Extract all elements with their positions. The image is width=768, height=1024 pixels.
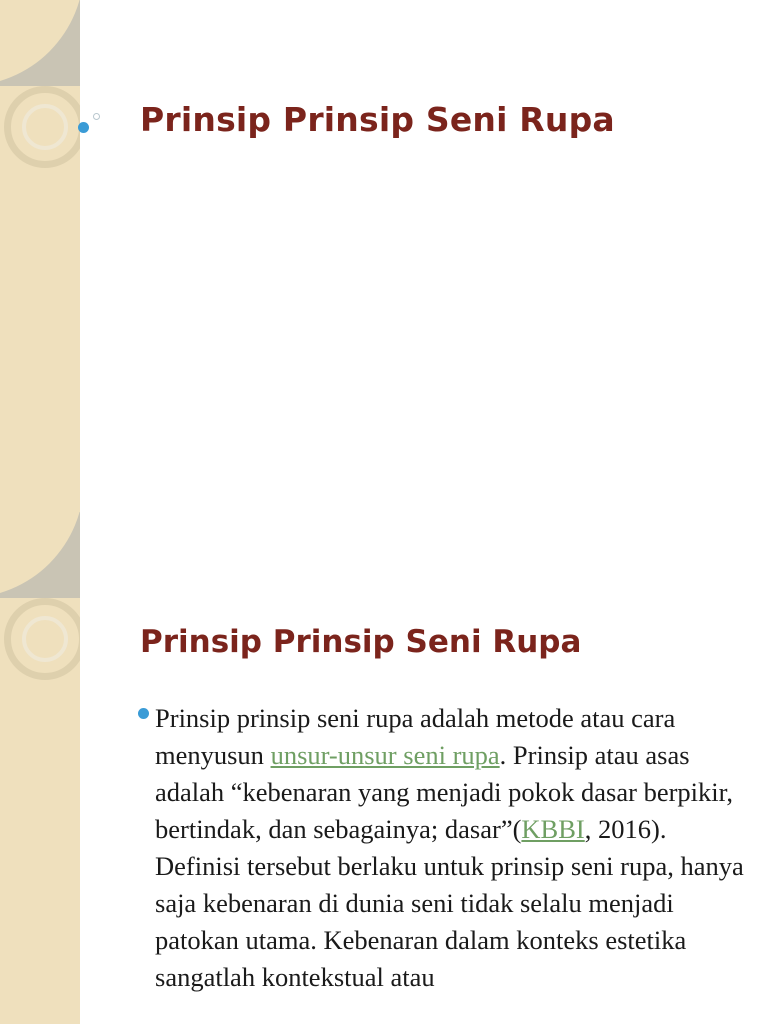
slide-2-decorative-sidebar	[0, 512, 84, 1024]
sidebar-ring-mask	[84, 70, 124, 190]
body-text-run: , 2016). Definisi tersebut berlaku untuk prinsip seni rupa, hanya saja kebenaran di dunia seni tidak selalu menjadi patokan utama. Kebenaran dalam konteks estetika sangatlah kontekstual atau	[155, 814, 744, 992]
body-bullet-dot-icon	[138, 708, 149, 719]
body-text-run: Prinsip prinsip seni rupa adalah metode atau cara menyusun	[155, 703, 676, 770]
body-text-run: . Prinsip atau asas adalah “kebenaran yang menjadi pokok dasar berpikir, bertindak, dan sebagainya; dasar”(	[155, 740, 734, 844]
slide-2-title: Prinsip Prinsip Seni Rupa	[140, 624, 582, 660]
sidebar-inner-ring	[22, 616, 68, 662]
slide-1-decorative-sidebar	[0, 0, 84, 512]
body-link[interactable]: KBBI	[521, 814, 585, 844]
bullet-dot-small-icon	[93, 113, 100, 120]
bullet-dot-icon	[78, 122, 89, 133]
body-link[interactable]: unsur-unsur seni rupa	[270, 740, 500, 770]
sidebar-inner-ring	[22, 104, 68, 150]
slide-1-title: Prinsip Prinsip Seni Rupa	[140, 100, 615, 139]
slide-2-body-text	[155, 700, 745, 996]
sidebar-ring-mask	[84, 582, 124, 702]
